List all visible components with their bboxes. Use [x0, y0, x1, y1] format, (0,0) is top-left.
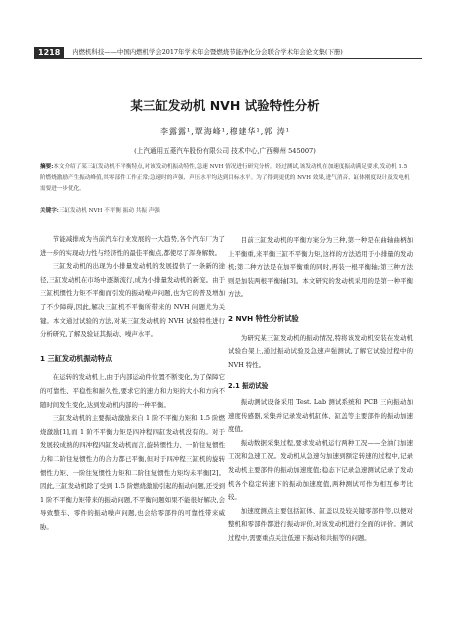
paper-title: 某三缸发动机 NVH 试验特性分析 — [130, 98, 320, 113]
abstract-label: 摘要: — [40, 164, 54, 170]
page-header — [34, 44, 422, 59]
subsection-heading: 2.1 振动试验 — [228, 382, 269, 391]
left-column — [40, 233, 225, 534]
section-heading: 2 NVH 特性分析试验 — [228, 313, 299, 323]
journal-title: 内燃机科技——中国内燃机学会2017年学术年会暨燃烧节能净化分会联合学术年会论文集(下册) — [72, 48, 343, 56]
abstract-text: 本文介绍了某三缸发动机不平衡特点,对该发动机振动特性,急速 NVH 情况进行研究分析。经过测试,该发动机在加速度振动满足要求,发动机 1.5 阶燃烧激励产生振动峰值,其零部件工作正常;急速时的声强、声压水平均达到目标水平。为了得到更优的 NVH 效果,进气消音、缸体刚度设计及发电机需要进一步优化。 — [40, 164, 410, 192]
paragraph: 加速度测点主要包括缸体、缸盖以及较关键零部件等,以便对整机和零部件都进行振动评价,对该发动机进行全面的评价。测试过程中,需要重点关注低速下振动和共振等的问题。 — [228, 506, 413, 542]
abstract — [40, 162, 412, 194]
keywords — [40, 206, 412, 214]
paragraph: 振动数据采集过程,要求发动机运行两种工况——全油门加速工况和急速工况。发动机从急速匀加速到额定转速的过程中,记录发动机主要部件的振动加速度值;稳态下记录急速测试记录了发动机各个稳定转速下的振动加速度值,两种测试可作为相互参考比较。 — [228, 438, 413, 502]
keywords-text: 三缸发动机 NVH 不平衡 振动 共振 声强 — [58, 208, 160, 214]
section-heading: 1 三缸发动机振动特点 — [40, 353, 113, 363]
paragraph: 在运转的发动机上,由于内部运动件位置不断变化,为了保障它的可靠性、平稳性和耐久性,要求它的速力和力矩的大小和方向不随时间发生变化,达到发动机内部的一种平衡。 — [40, 373, 225, 409]
keywords-label: 关键字: — [40, 208, 59, 214]
page-number: 1218 — [34, 47, 64, 58]
paragraph: 目前三缸发动机的平衡方案分为三种,第一种是在曲轴曲柄加上平衡重,来平衡三缸不平衡力矩,这样的方法适用于小排量的发动机;第二种方法是在加平衡重的同时,再装一根平衡轴;第三种方法则是加装两根平衡轴[3]。本文研究的发动机采用的是第一种平衡方法。 — [228, 236, 413, 299]
paragraph: 为研究某三缸发动机的振动情况,特将该发动机安装在发动机试验台架上,通过振动试验及急速声强测试,了解它试验过程中的 NVH 特性。 — [228, 333, 413, 369]
paragraph: 三缸发动机的出现为小排量发动机的发展提供了一条新的途径,三缸发动机在市场中逐渐流行,成为小排量发动机的新宠。由于三缸机惯性力矩不平衡而引发的振动噪声问题,也为它的普及增加了不少障碍,因此,解决三缸机不平衡所带来的 NVH 问题尤为关键。本文通过试验的方法,对某三缸发动机的 NVH 试验特性进行分析研究,了解及验证其振动、噪声水平。 — [40, 262, 225, 339]
affiliation: (上汽通用五菱汽车股份有限公司 技术中心,广西柳州 545007) — [134, 147, 316, 155]
paragraph: 三缸发动机的主要振动激励来自 1 阶不平衡力矩和 1.5 阶燃烧激励[1],而 1 阶不平衡力矩是四冲程四缸发动机没有的。对于发展较成熟的四冲程四缸发动机而言,旋转惯性力、一阶往复惯性力和二阶往复惯性力的合力都已平衡,但对于四冲程三缸机的旋转惯性力矩、一阶往复惯性力矩和二阶往复惯性力矩均未平衡[2]。因此,三缸发动机除了受到 1.5 阶燃烧激励引起的振动问题,还受到 1 阶不平衡力矩带来的振动问题,不平衡问题如果不能很好解决,会导致整车、零件的振动噪声问题,也会给零部件的可靠性带来威胁。 — [40, 414, 225, 531]
right-column — [228, 234, 413, 545]
author-list: 李露露¹,覃海峰¹,穆建华¹,郭 涛¹ — [160, 127, 290, 136]
paragraph: 节能减排成为当前汽车行业发展的一大趋势,各个汽车厂为了进一步的实现动力性与经济性的最佳平衡点,都使尽了浑身解数。 — [40, 235, 225, 257]
paragraph: 振动测试设备采用 Test. Lab 测试系统和 PCB 三向振动加速度传感器,采集并记录发动机缸体、缸盖等主要部件的振动加速度值。 — [228, 397, 413, 434]
